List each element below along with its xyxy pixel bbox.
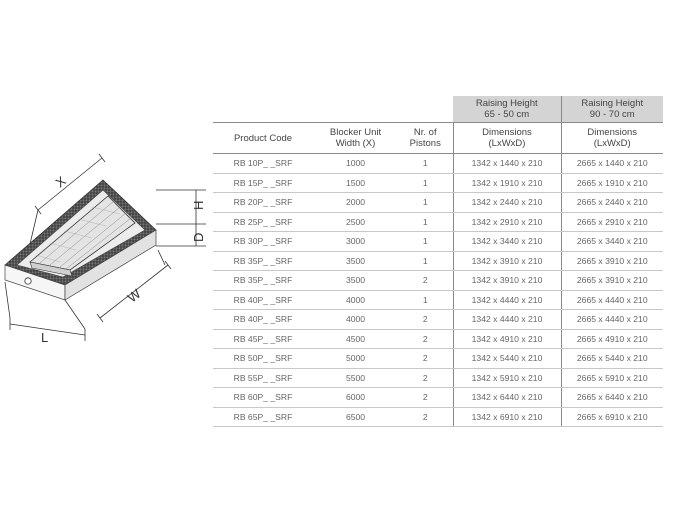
cell-unit-width: 4000: [313, 310, 398, 330]
column-header-line1: Product Code: [233, 132, 293, 144]
cell-dimensions-65-50: 1342 x 3440 x 210: [453, 232, 561, 252]
column-header-line2: Pistons: [409, 138, 441, 149]
cell-dimensions-90-70: 2665 x 5910 x 210: [561, 368, 663, 388]
dim-label-w: W: [124, 285, 144, 306]
cell-unit-width: 1500: [313, 173, 398, 193]
table-row: [213, 173, 663, 193]
table-row: [213, 349, 663, 369]
group-header-row: [213, 96, 663, 123]
dim-label-l: L: [41, 330, 49, 345]
cell-dimensions-90-70: 2665 x 6910 x 210: [561, 407, 663, 427]
cell-dimensions-90-70: 2665 x 4440 x 210: [561, 310, 663, 330]
cell-dimensions-65-50: 1342 x 4440 x 210: [453, 290, 561, 310]
group-header-line1: Raising Height: [581, 98, 644, 109]
cell-pistons: 2: [398, 407, 453, 427]
column-header-dimensions-1: [453, 123, 561, 154]
cell-dimensions-65-50: 1342 x 3910 x 210: [453, 271, 561, 291]
cell-dimensions-90-70: 2665 x 5440 x 210: [561, 349, 663, 369]
dim-label-h: H: [191, 200, 206, 210]
cell-pistons: 2: [398, 310, 453, 330]
cell-product-code: RB 30P_ _SRF: [213, 232, 313, 252]
group-header-raising-height-2: [561, 96, 663, 123]
table-row: [213, 212, 663, 232]
group-header-spacer: [213, 96, 453, 123]
road-blocker-drawing: [0, 150, 210, 350]
cell-pistons: 2: [398, 349, 453, 369]
cell-unit-width: 4000: [313, 290, 398, 310]
cell-dimensions-90-70: 2665 x 1440 x 210: [561, 154, 663, 174]
cell-product-code: RB 50P_ _SRF: [213, 349, 313, 369]
cell-unit-width: 4500: [313, 329, 398, 349]
cell-dimensions-65-50: 1342 x 5910 x 210: [453, 368, 561, 388]
column-header-line1: Dimensions: [587, 127, 638, 138]
cell-product-code: RB 40P_ _SRF: [213, 290, 313, 310]
cell-dimensions-90-70: 2665 x 2440 x 210: [561, 193, 663, 213]
column-header-line1: Blocker Unit: [329, 127, 382, 138]
cell-dimensions-90-70: 2665 x 4910 x 210: [561, 329, 663, 349]
cell-dimensions-65-50: 1342 x 4910 x 210: [453, 329, 561, 349]
cell-dimensions-90-70: 2665 x 1910 x 210: [561, 173, 663, 193]
cell-product-code: RB 55P_ _SRF: [213, 368, 313, 388]
column-header-dimensions-2: [561, 123, 663, 154]
cell-unit-width: 3500: [313, 271, 398, 291]
cell-unit-width: 5000: [313, 349, 398, 369]
spec-table: [213, 96, 663, 427]
cell-unit-width: 5500: [313, 368, 398, 388]
cell-unit-width: 2500: [313, 212, 398, 232]
column-header-line2: (LxWxD): [488, 138, 526, 149]
cell-dimensions-65-50: 1342 x 4440 x 210: [453, 310, 561, 330]
cell-unit-width: 6500: [313, 407, 398, 427]
table-row: [213, 388, 663, 408]
cell-pistons: 2: [398, 329, 453, 349]
cell-product-code: RB 35P_ _SRF: [213, 251, 313, 271]
cell-pistons: 1: [398, 232, 453, 252]
cell-product-code: RB 40P_ _SRF: [213, 310, 313, 330]
cell-pistons: 1: [398, 251, 453, 271]
cell-dimensions-65-50: 1342 x 2910 x 210: [453, 212, 561, 232]
cell-unit-width: 1000: [313, 154, 398, 174]
table-row: [213, 193, 663, 213]
cell-product-code: RB 15P_ _SRF: [213, 173, 313, 193]
cell-dimensions-65-50: 1342 x 6440 x 210: [453, 388, 561, 408]
cell-pistons: 2: [398, 368, 453, 388]
cell-unit-width: 3500: [313, 251, 398, 271]
cell-dimensions-90-70: 2665 x 3910 x 210: [561, 271, 663, 291]
column-header-line2: (LxWxD): [593, 138, 631, 149]
group-header-line2: 65 - 50 cm: [484, 109, 530, 120]
cell-dimensions-90-70: 2665 x 2910 x 210: [561, 212, 663, 232]
cell-product-code: RB 65P_ _SRF: [213, 407, 313, 427]
column-header-row: [213, 123, 663, 154]
table-row: [213, 154, 663, 174]
cell-pistons: 1: [398, 154, 453, 174]
drain-pipe-icon: [25, 278, 31, 284]
cell-product-code: RB 60P_ _SRF: [213, 388, 313, 408]
cell-dimensions-65-50: 1342 x 6910 x 210: [453, 407, 561, 427]
group-header-raising-height-1: [453, 96, 561, 123]
cell-pistons: 1: [398, 173, 453, 193]
cell-product-code: RB 20P_ _SRF: [213, 193, 313, 213]
column-header-unit-width: [313, 123, 398, 154]
cell-dimensions-65-50: 1342 x 1910 x 210: [453, 173, 561, 193]
cell-unit-width: 6000: [313, 388, 398, 408]
cell-unit-width: 3000: [313, 232, 398, 252]
column-header-line2: Width (X): [335, 138, 376, 149]
cell-unit-width: 2000: [313, 193, 398, 213]
column-header-pistons: [398, 123, 453, 154]
column-header-line1: Nr. of: [413, 127, 437, 138]
dim-label-x: X: [52, 173, 69, 191]
cell-pistons: 1: [398, 193, 453, 213]
table-row: [213, 251, 663, 271]
group-header-line1: Raising Height: [475, 98, 538, 109]
cell-pistons: 1: [398, 212, 453, 232]
cell-dimensions-65-50: 1342 x 5440 x 210: [453, 349, 561, 369]
cell-dimensions-90-70: 2665 x 6440 x 210: [561, 388, 663, 408]
column-header-line1: Dimensions: [482, 127, 532, 138]
cell-dimensions-65-50: 1342 x 2440 x 210: [453, 193, 561, 213]
table-row: [213, 271, 663, 291]
cell-dimensions-90-70: 2665 x 4440 x 210: [561, 290, 663, 310]
table-row: [213, 407, 663, 427]
cell-pistons: 2: [398, 388, 453, 408]
group-header-line2: 90 - 70 cm: [589, 109, 635, 120]
cell-pistons: 1: [398, 290, 453, 310]
spec-table-body: [213, 154, 663, 427]
cell-dimensions-65-50: 1342 x 1440 x 210: [453, 154, 561, 174]
column-header-product-code: [213, 123, 313, 154]
table-row: [213, 310, 663, 330]
table-row: [213, 232, 663, 252]
cell-product-code: RB 10P_ _SRF: [213, 154, 313, 174]
cell-product-code: RB 35P_ _SRF: [213, 271, 313, 291]
cell-product-code: RB 25P_ _SRF: [213, 212, 313, 232]
dim-label-d: D: [191, 232, 206, 242]
table-row: [213, 368, 663, 388]
cell-product-code: RB 45P_ _SRF: [213, 329, 313, 349]
cell-dimensions-90-70: 2665 x 3910 x 210: [561, 251, 663, 271]
cell-pistons: 2: [398, 271, 453, 291]
table-row: [213, 290, 663, 310]
table-row: [213, 329, 663, 349]
cell-dimensions-65-50: 1342 x 3910 x 210: [453, 251, 561, 271]
cell-dimensions-90-70: 2665 x 3440 x 210: [561, 232, 663, 252]
